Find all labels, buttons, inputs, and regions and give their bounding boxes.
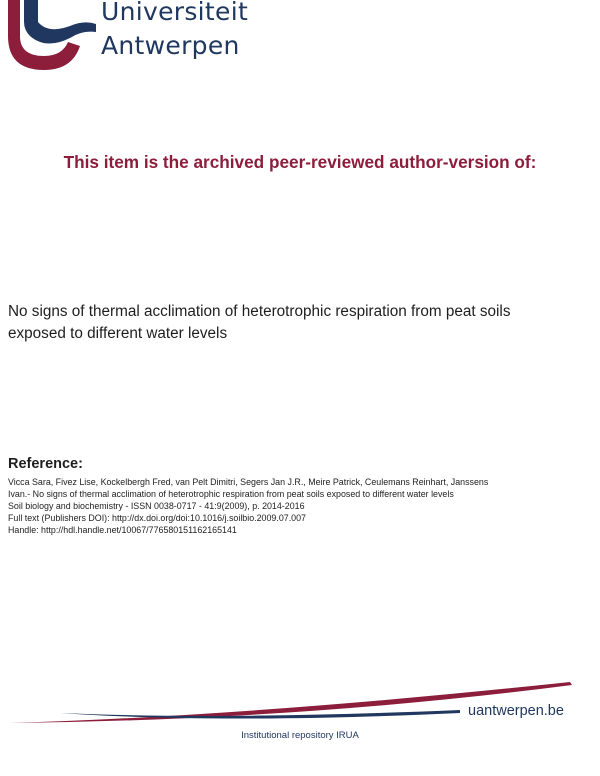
logo-line-2: Antwerpen [101, 31, 240, 60]
reference-handle-link[interactable]: Handle: http://hdl.handle.net/10067/776580151162165141 [8, 525, 237, 536]
reference-title-line: Ivan.- No signs of thermal acclimation of heterotrophic respiration from peat soils exposed to different water levels [8, 489, 454, 500]
archive-heading: This item is the archived peer-reviewed author-version of: [63, 152, 537, 172]
title-line-1: No signs of thermal acclimation of heterotrophic respiration from peat soils [8, 303, 511, 320]
footer-url-link[interactable]: uantwerpen.be [468, 703, 564, 719]
reference-block [8, 476, 593, 536]
logo-line-1: Universiteit [101, 0, 249, 26]
university-logo-text [101, 0, 248, 63]
title-line-2: exposed to different water levels [8, 325, 228, 342]
reference-journal-line: Soil biology and biochemistry - ISSN 0038-0717 - 41:9(2009), p. 2014-2016 [8, 501, 305, 512]
footer-caption: Institutional repository IRUA [241, 730, 359, 741]
reference-label: Reference: [8, 456, 83, 472]
university-logo-icon [0, 0, 96, 72]
reference-authors-line: Vicca Sara, Fivez Lise, Kockelbergh Fred, van Pelt Dimitri, Segers Jan J.R., Meire Patrick, Ceulemans Reinhart, Janssens [8, 477, 489, 487]
document-title [8, 301, 568, 345]
reference-doi-link[interactable]: Full text (Publishers DOI): http://dx.doi.org/doi:10.1016/j.soilbio.2009.07.007 [8, 513, 306, 524]
